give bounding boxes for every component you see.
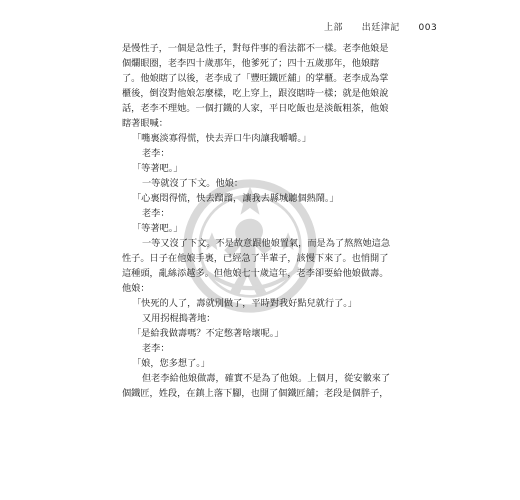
text-line: 了。他娘瞎了以後，老李成了「豐旺鐵匠舖」的掌櫃。老李成為掌: [122, 73, 389, 84]
text-line: 話，老李不理她。一個打鐵的人家，平日吃飯也是淡飯粗茶，他娘: [122, 103, 389, 114]
text-line: 他娘：: [122, 283, 150, 294]
header-section: 上部: [324, 23, 344, 33]
text-line: 「等著吧。」: [132, 163, 183, 174]
text-line: 這種頭，亂絲添越多。但他娘七十歲這年，老李卻要給他娘做壽。: [122, 268, 389, 279]
text-line: 但老李給他娘做壽，確實不是為了他娘。上個月，從安徽來了: [142, 373, 391, 384]
header-page-number: 003: [418, 23, 438, 33]
text-line: 「等著吧。」: [132, 223, 183, 234]
text-line: 老李：: [142, 343, 170, 354]
text-line: 櫃後，倒沒對他娘怎麼樣，吃上穿上，跟沒瞎時一樣；就是他娘說: [122, 88, 389, 99]
text-line: 老李：: [142, 208, 170, 219]
text-line: 「娘，您多想了。」: [132, 358, 211, 369]
text-line: 性子。日子在他娘手裏，已經急了半輩子，該慢下來了。也悄開了: [122, 253, 389, 264]
text-line: 「是給我做壽嗎？不定憋著啥壞呢。」: [132, 328, 284, 339]
body-text: [122, 42, 402, 402]
running-header: [324, 20, 438, 33]
text-line: 一等又沒了下文。不是故意跟他娘置氣，而是為了熬熬她這急: [142, 238, 391, 249]
text-line: 「心裏悶得慌，快去蹓蹓，讓我去縣城聽個熱鬧。」: [132, 193, 339, 204]
text-line: 老李：: [142, 148, 170, 159]
text-line: 個鐵匠，姓段，在鎮上落下腳，也開了個鐵匠舖；老段是個胖子，: [122, 388, 389, 399]
text-line: 是慢性子，一個是急性子，對每件事的看法都不一樣。老李他娘是: [122, 43, 389, 54]
text-line: 瞎著眼喊：: [122, 118, 168, 129]
text-line: 「快死的人了，壽就別做了，平時對我好點兒就行了。」: [132, 298, 358, 309]
text-line: 個爛眼圈，老李四十歲那年，他爹死了；四十五歲那年，他娘瞎: [122, 58, 380, 69]
text-line: 「嘴裏淡寡得慌，快去弄口牛肉讓我嚼嚼。」: [132, 133, 312, 144]
header-book-title: 出廷津記: [361, 23, 400, 33]
text-line: 一等就沒了下文。他娘：: [142, 178, 244, 189]
text-line: 又用拐棍搗著地：: [142, 313, 216, 324]
